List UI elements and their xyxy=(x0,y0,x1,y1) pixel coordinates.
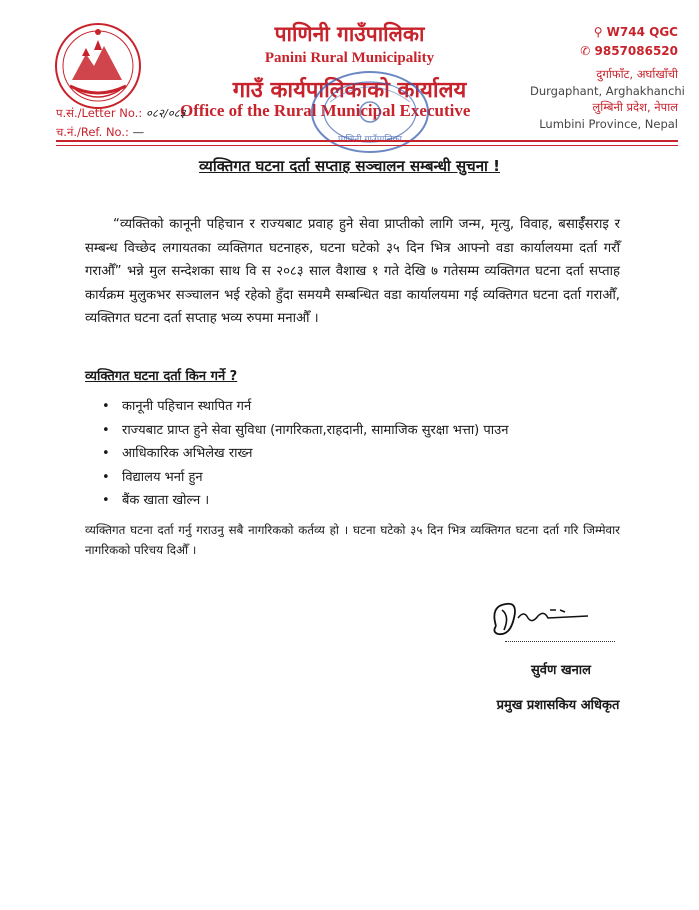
province-np: लुम्बिनी प्रदेश, नेपाल xyxy=(592,100,678,114)
signatory-name: सुर्वण खनाल xyxy=(531,663,591,678)
reasons-list xyxy=(102,395,508,513)
letter-number-label: प.सं./Letter No.: xyxy=(56,106,143,120)
ref-number-value: — xyxy=(132,125,145,139)
bullet-icon: • xyxy=(102,469,110,485)
list-item-text: आधिकारिक अभिलेख राख्न xyxy=(122,446,253,461)
bullet-icon: • xyxy=(102,446,110,461)
signature-line xyxy=(505,640,615,642)
list-item-text: कानूनी पहिचान स्थापित गर्न xyxy=(122,399,252,414)
closing-note: व्यक्तिगत घटना दर्ता गर्नु गराउनु सबै नागरिकको कर्तव्य हो । घटना घटेको ३५ दिन भित्र व्यक्तिगत घटना दर्ता गरि जिम्मेवार नागरिकको परिचय दिऔँ । xyxy=(85,523,620,557)
office-name-np: गाउँ कार्यपालिकाको कार्यालय xyxy=(232,78,467,103)
list-item xyxy=(102,489,508,513)
bullet-icon: • xyxy=(102,399,110,414)
signatory-designation: प्रमुख प्रशासकिय अधिकृत xyxy=(496,698,620,713)
notice-subject: व्यक्तिगत घटना दर्ता सप्ताह सञ्चालन सम्बन्धी सुचना ! xyxy=(199,157,500,175)
office-name-en: Office of the Rural Municipal Executive xyxy=(180,101,471,120)
official-stamp xyxy=(300,62,440,164)
plus-code xyxy=(530,25,678,39)
letter-number-value: ०८२/०८३ xyxy=(145,106,186,120)
list-item xyxy=(102,395,508,419)
ref-number xyxy=(56,125,144,140)
list-item xyxy=(102,419,508,443)
location-pin-icon: ⚲ xyxy=(593,25,603,39)
list-item xyxy=(102,466,508,490)
list-item-text: राज्यबाट प्राप्त हुने सेवा सुविधा (नागरिकता,राहदानी, सामाजिक सुरक्षा भत्ता) पाउन xyxy=(122,422,509,438)
header-divider xyxy=(56,140,678,142)
province-en: Lumbini Province, Nepal xyxy=(539,117,678,131)
municipality-name-en: Panini Rural Municipality xyxy=(264,50,435,66)
ref-number-label: च.नं./Ref. No.: xyxy=(56,125,129,139)
phone xyxy=(530,44,678,58)
phone-icon: ✆ xyxy=(580,44,591,58)
letter-number xyxy=(56,106,186,121)
bullet-icon: • xyxy=(102,422,110,438)
list-item-text: बैंक खाता खोल्न । xyxy=(122,493,210,508)
address-np: दुर्गाफाँट, अर्घाखाँची xyxy=(596,67,678,81)
address-en: Durgaphant, Arghakhanchi xyxy=(530,84,685,98)
header-divider-thin xyxy=(56,145,678,146)
list-item-text: विद्यालय भर्ना हुन xyxy=(122,469,203,485)
phone-text: 9857086520 xyxy=(594,44,678,58)
stamp-text xyxy=(338,133,403,145)
list-item xyxy=(102,442,508,466)
municipality-name-np: पाणिनी गाउँपालिका xyxy=(274,22,425,46)
notice-body: “व्यक्तिको कानूनी पहिचान र राज्यबाट प्रवाह हुने सेवा प्राप्तीको लागि जन्म, मृत्यु, विवाह, बसाईँसराइ र सम्बन्ध विच्छेद लगायतका व्यक्तिगत घटनाहरु, घटना घटेको ३५ दिन भित्र आफ्नो वडा कार्यालयमा दर्ता गरौँ गराऔँ” भन्ने मुल सन्देशका साथ वि स २०८३ साल वैशाख १ गते देखि ७ गतेसम्म व्यक्तिगत घटना दर्ता सप्ताह कार्यक्रम मुलुकभर सञ्चालन भई रहेको हुँदा समयमै सम्बन्धित वडा कार्यालयमा गई व्यक्तिगत घटना दर्ता गराऔँ, व्यक्तिगत घटना दर्ता सप्ताह भव्य रुपमा मनाऔँ । xyxy=(85,217,620,326)
bullet-icon: • xyxy=(102,493,110,508)
why-heading: व्यक्तिगत घटना दर्ता किन गर्ने ? xyxy=(85,369,238,384)
plus-code-text: W744 QGC xyxy=(606,25,678,39)
